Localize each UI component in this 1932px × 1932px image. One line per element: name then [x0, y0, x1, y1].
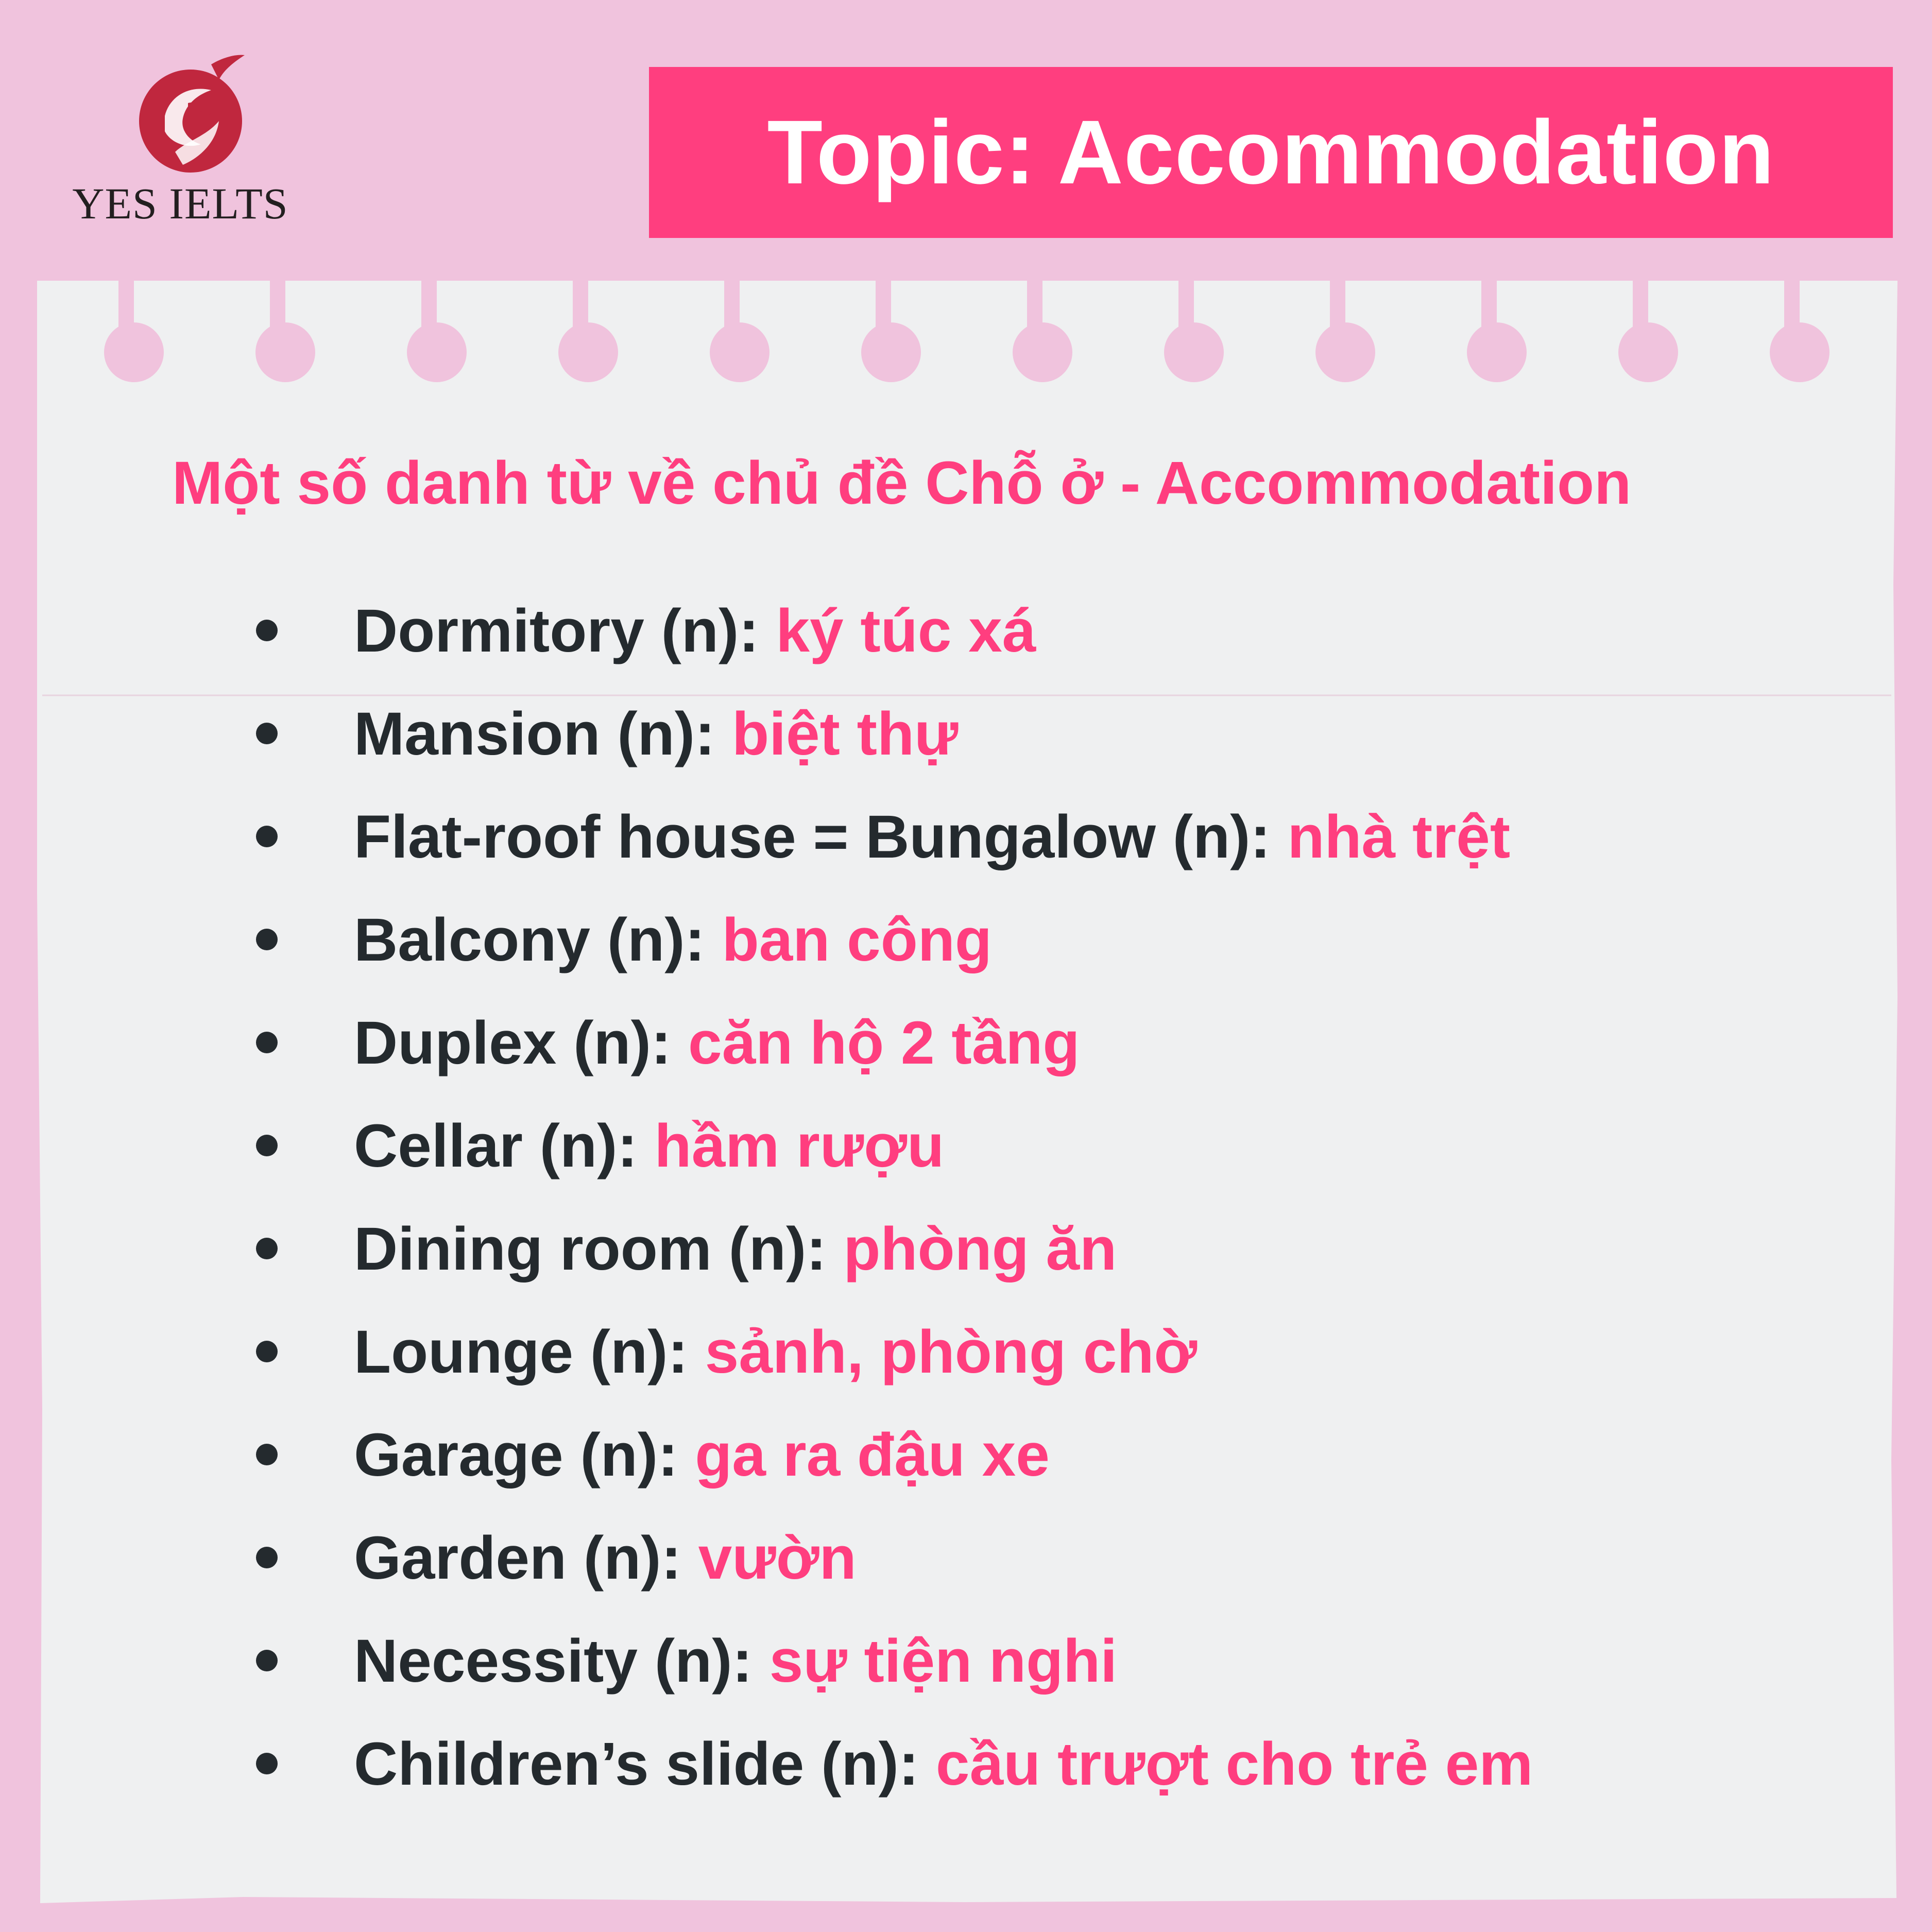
vocab-entry — [354, 1517, 857, 1599]
bullet-icon — [256, 1444, 278, 1465]
vocab-entry — [354, 1620, 1117, 1702]
vocab-item — [37, 590, 1891, 693]
vocab-item — [37, 1723, 1891, 1826]
section-subtitle: Một số danh từ về chủ đề Chỗ ở - Accommodation — [172, 449, 1632, 517]
vocab-term: Garage (n): — [354, 1421, 695, 1489]
brand-logo — [62, 49, 299, 229]
binder-tab — [1481, 276, 1497, 327]
vocab-item — [37, 899, 1891, 1002]
vocab-term: Mansion (n): — [354, 700, 732, 768]
bullet-icon — [256, 1341, 278, 1362]
vocab-term: Balcony (n): — [354, 906, 722, 974]
binder-hole — [1770, 322, 1830, 382]
binder-hole — [1164, 322, 1224, 382]
binder-hole — [104, 322, 164, 382]
bullet-icon — [256, 1753, 278, 1774]
vocab-meaning: ban công — [722, 906, 993, 974]
vocab-item — [37, 1002, 1891, 1105]
vocab-item — [37, 693, 1891, 796]
vocab-item — [37, 1311, 1891, 1414]
bullet-icon — [256, 620, 278, 641]
vocab-entry — [354, 590, 1036, 672]
vocab-entry — [354, 1311, 1197, 1393]
vocab-list — [37, 590, 1891, 1826]
bullet-icon — [256, 1135, 278, 1156]
binder-tab — [1178, 276, 1194, 327]
binder-tab — [1027, 276, 1042, 327]
topic-banner — [649, 67, 1893, 238]
vocab-meaning: ga ra đậu xe — [695, 1421, 1050, 1489]
vocab-entry — [354, 1208, 1117, 1290]
binder-tab — [573, 276, 588, 327]
bullet-icon — [256, 1547, 278, 1568]
bullet-icon — [256, 1650, 278, 1671]
binder-hole — [1315, 322, 1375, 382]
binder-hole — [255, 322, 315, 382]
vocab-meaning: ký túc xá — [776, 597, 1036, 665]
vocab-item — [37, 1105, 1891, 1208]
vocab-item — [37, 1414, 1891, 1517]
vocab-item — [37, 1208, 1891, 1311]
bullet-icon — [256, 929, 278, 950]
binder-hole — [710, 322, 770, 382]
vocab-term: Dining room (n): — [354, 1215, 844, 1283]
vocab-entry — [354, 899, 992, 981]
binder-hole — [407, 322, 467, 382]
vocab-term: Dormitory (n): — [354, 597, 776, 665]
notebook-paper — [37, 276, 1897, 1906]
vocab-meaning: nhà trệt — [1287, 803, 1511, 871]
vocab-entry — [354, 1105, 944, 1187]
vocab-entry — [354, 1002, 1080, 1084]
vocab-term: Flat-roof house = Bungalow (n): — [354, 803, 1288, 871]
binder-tab — [724, 276, 740, 327]
binder-tab — [421, 276, 437, 327]
binder-hole — [1467, 322, 1527, 382]
vocab-meaning: căn hộ 2 tầng — [688, 1009, 1080, 1077]
vocab-item — [37, 796, 1891, 899]
vocab-meaning: biệt thự — [732, 700, 959, 768]
vocab-item — [37, 1620, 1891, 1723]
binder-tab — [1784, 276, 1800, 327]
binder-hole — [558, 322, 618, 382]
vocab-term: Garden (n): — [354, 1524, 698, 1592]
vocab-meaning: sự tiện nghi — [769, 1627, 1118, 1695]
vocab-entry — [354, 796, 1510, 878]
vocab-term: Necessity (n): — [354, 1627, 770, 1695]
bullet-icon — [256, 1238, 278, 1259]
page-title: Topic: Accommodation — [767, 102, 1775, 203]
vocab-item — [37, 1517, 1891, 1620]
binder-tab — [1330, 276, 1345, 327]
vocab-entry — [354, 1723, 1533, 1805]
binder-tab — [270, 276, 285, 327]
horse-head-logo-icon — [134, 54, 247, 183]
vocab-meaning: cầu trượt cho trẻ em — [935, 1730, 1533, 1798]
binder-tab — [1633, 276, 1648, 327]
binder-hole — [861, 322, 921, 382]
logo-text: YES IELTS — [72, 179, 288, 228]
vocab-meaning: sảnh, phòng chờ — [705, 1318, 1198, 1386]
bullet-icon — [256, 1032, 278, 1053]
binder-hole — [1013, 322, 1072, 382]
binder-tab — [876, 276, 891, 327]
vocab-entry — [354, 1414, 1050, 1496]
vocab-term: Duplex (n): — [354, 1009, 688, 1077]
vocab-entry — [354, 693, 959, 775]
binder-tab — [118, 276, 134, 327]
vocab-term: Lounge (n): — [354, 1318, 705, 1386]
bullet-icon — [256, 723, 278, 744]
vocab-meaning: hầm rượu — [654, 1112, 945, 1180]
binder-hole — [1618, 322, 1678, 382]
vocab-term: Children’s slide (n): — [354, 1730, 936, 1798]
vocab-meaning: vườn — [698, 1524, 857, 1592]
vocab-meaning: phòng ăn — [843, 1215, 1117, 1283]
bullet-icon — [256, 826, 278, 847]
vocab-term: Cellar (n): — [354, 1112, 655, 1180]
